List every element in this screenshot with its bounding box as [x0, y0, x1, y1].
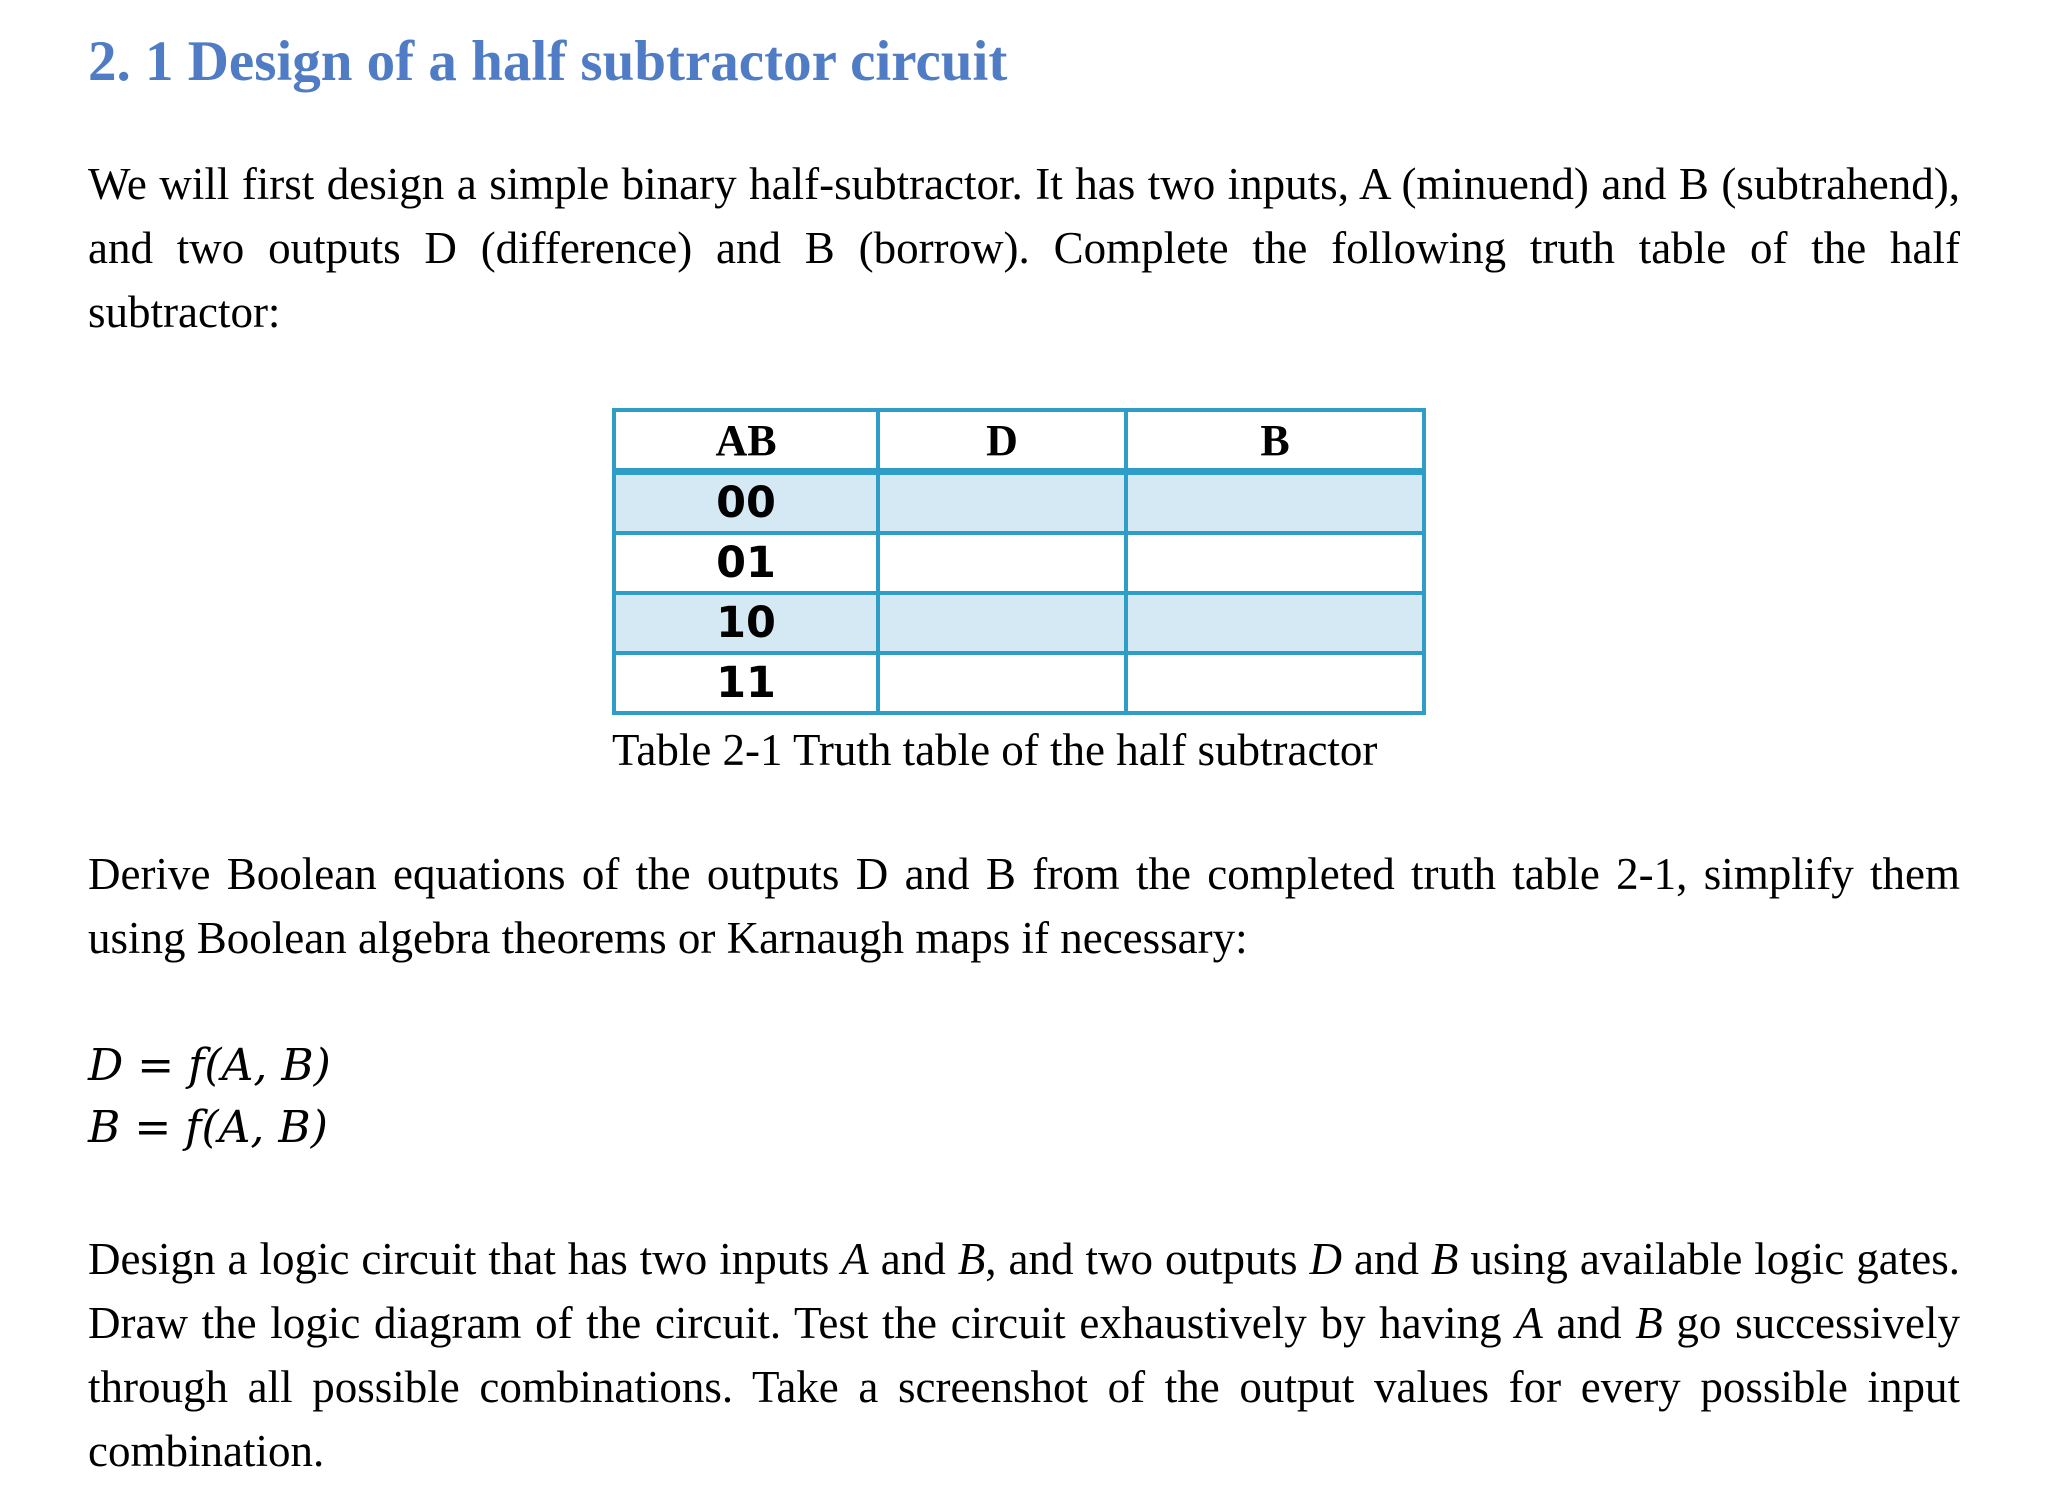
cell-d — [878, 472, 1126, 534]
derive-paragraph: Derive Boolean equations of the outputs D and B from the completed truth table 2-1, simplify them using Boolean algebra theorems or Karnaugh maps if necessary: — [88, 849, 1960, 963]
cell-b — [1126, 472, 1424, 534]
variable-b: B — [1635, 1298, 1663, 1348]
variable-d: D — [1309, 1234, 1342, 1284]
column-header-d: D — [878, 410, 1126, 472]
table-row — [614, 472, 1424, 534]
design-text: and — [868, 1234, 958, 1284]
cell-ab: 10 — [614, 593, 878, 653]
design-text: , and two outputs — [985, 1234, 1310, 1284]
section-heading: 2. 1 Design of a half subtractor circuit — [88, 30, 1008, 93]
cell-b — [1126, 593, 1424, 653]
intro-paragraph: We will first design a simple binary half-subtractor. It has two inputs, A (minuend) and B (subtrahend), and two outputs D (difference) and B (borrow). Complete the following truth table of the half subtractor: — [88, 159, 1960, 337]
cell-b — [1126, 653, 1424, 713]
table-row — [614, 653, 1424, 713]
cell-d — [878, 533, 1126, 593]
cell-ab: 01 — [614, 533, 878, 593]
variable-b: B — [957, 1234, 986, 1284]
column-header-ab: AB — [614, 410, 878, 472]
design-text: and — [1542, 1298, 1636, 1348]
cell-d — [878, 653, 1126, 713]
design-paragraph — [88, 1227, 1960, 1483]
table-row — [614, 593, 1424, 653]
design-text: and — [1341, 1234, 1431, 1284]
variable-a: A — [841, 1234, 869, 1284]
equation-d: D = f(A, B) — [88, 1040, 331, 1091]
design-text: Design a logic circuit that has two inputs — [88, 1234, 842, 1284]
cell-ab: 00 — [614, 472, 878, 534]
table-row — [614, 533, 1424, 593]
equation-b: B = f(A, B) — [88, 1102, 328, 1153]
table-caption: Table 2-1 Truth table of the half subtractor — [612, 725, 1378, 775]
variable-b: B — [1430, 1234, 1459, 1284]
variable-a: A — [1515, 1298, 1543, 1348]
cell-ab: 11 — [614, 653, 878, 713]
cell-b — [1126, 533, 1424, 593]
design-text: using available logic gates. Draw the logic diagram of the circuit. Test the circuit exhaustively by having — [88, 1234, 1960, 1348]
column-header-b: B — [1126, 410, 1424, 472]
design-text: go successively through all possible combinations. Take a screenshot of the output values for every possible input combination. — [88, 1298, 1961, 1476]
cell-d — [878, 593, 1126, 653]
table-header-row — [614, 410, 1424, 472]
truth-table — [612, 408, 1426, 715]
